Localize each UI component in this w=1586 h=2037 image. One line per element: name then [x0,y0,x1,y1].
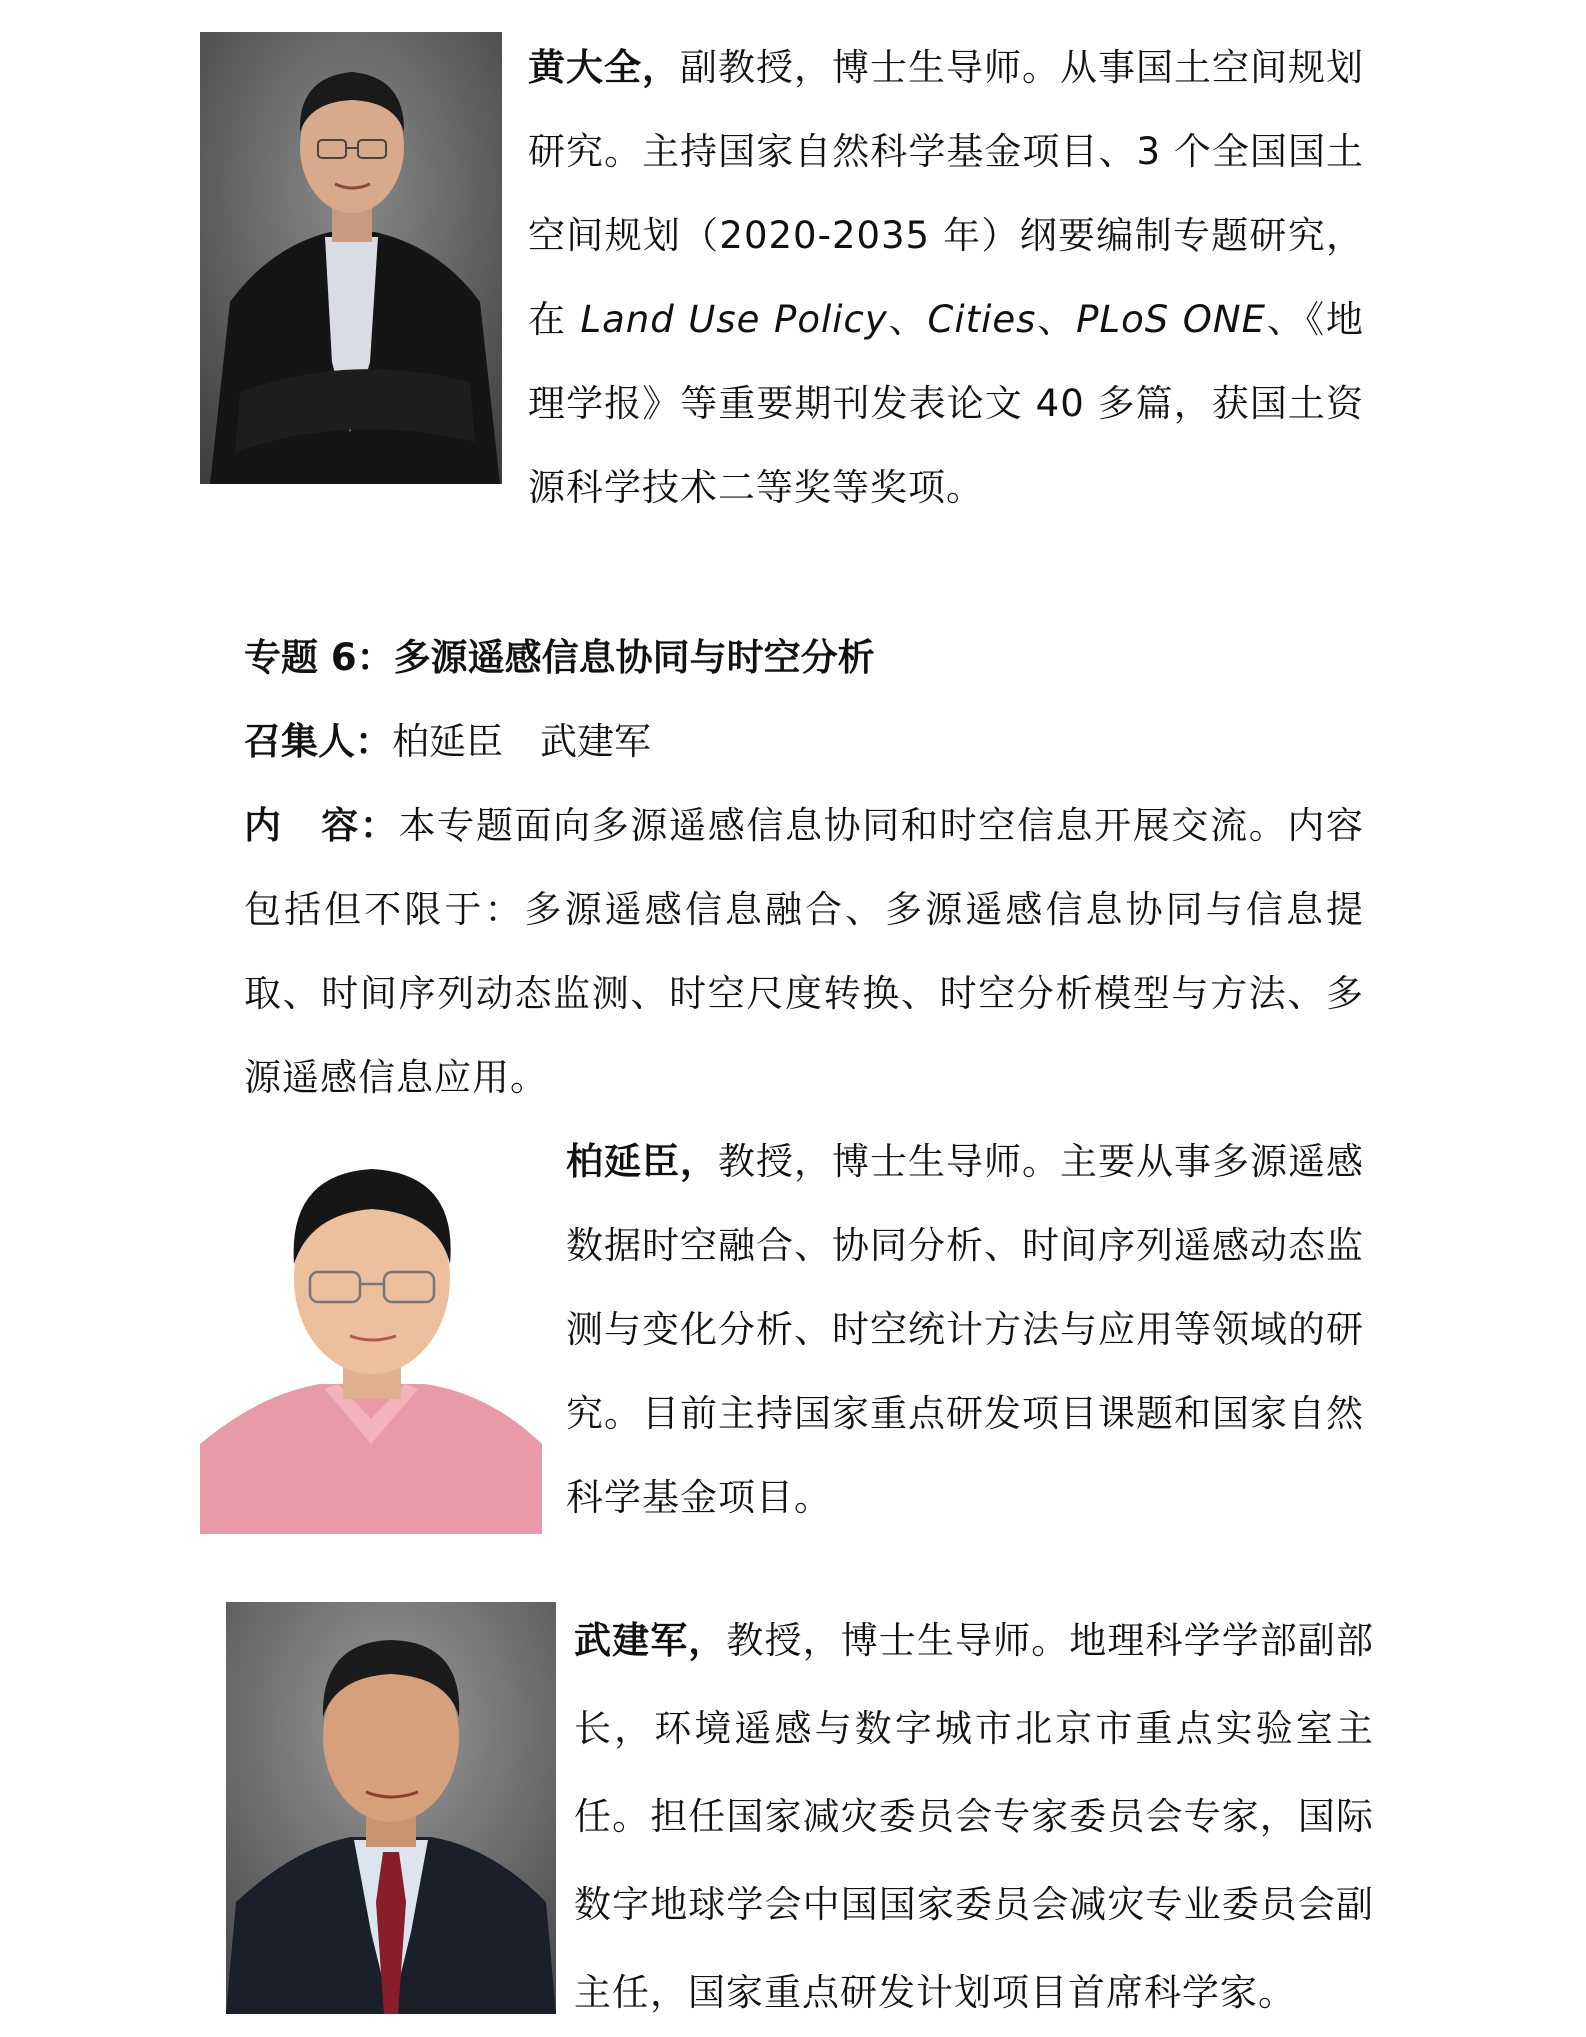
bio-text-bai: 教授，博士生导师。主要从事多源遥感数据时空融合、协同分析、时间序列遥感动态监测与变化分析、时空统计方法与应用等领域的研究。目前主持国家重点研发项目课题和国家自然科学基金项目。 [566,1140,1364,1519]
photo-bai-yanchen [200,1144,542,1534]
bio-huang-daquan: 黄大全，副教授，博士生导师。从事国土空间规划研究。主持国家自然科学基金项目、3 个全国国土空间规划（2020-2035 年）纲要编制专题研究，在 Land Use Policy、Cities、PLoS ONE、《地理学报》等重要期刊发表论文 40 多篇，获国土资源科学技术二等奖等奖项。 [528,46,1365,509]
conveners: 柏延臣 武建军 [392,720,651,763]
convener-label: 召集人： [244,720,392,763]
photo-wu-jianjun [226,1602,556,2014]
bio-bai-yanchen [566,1120,1364,1540]
journal-cities: Cities [927,298,1037,341]
journal-plos-one: PLoS ONE [1076,298,1266,341]
name-wu-jianjun: 武建军， [574,1618,727,1662]
bio-text-part2: 、《地理学报》等重要期刊发表论文 40 多篇，获国土资源科学技术二等奖等奖项。 [528,298,1365,509]
topic-section [244,616,1364,1120]
content-label: 内 容： [244,804,399,847]
topic-title: 专题 6：多源遥感信息协同与时空分析 [244,636,875,679]
photo-huang-daquan [200,32,502,484]
journal-land-use-policy: Land Use Policy [580,298,888,341]
bio-text-part1: 副教授，博士生导师。从事国土空间规划研究。主持国家自然科学基金项目、3 个全国国土空间规划（2020-2035 年）纲要编制专题研究，在 [528,46,1364,341]
name-bai-yanchen: 柏延臣， [566,1140,718,1183]
bio-text-wu: 教授，博士生导师。地理科学学部副部长，环境遥感与数字城市北京市重点实验室主任。担任国家减灾委员会专家委员会专家，国际数字地球学会中国国家委员会减灾专业委员会副主任，国家重点研发计划项目首席科学家。 [574,1619,1375,2014]
topic-content: 本专题面向多源遥感信息协同和时空信息开展交流。内容包括但不限于：多源遥感信息融合、多源遥感信息协同与信息提取、时间序列动态监测、时空尺度转换、时空分析模型与方法、多源遥感信息应用。 [244,804,1365,1099]
bio-wu-jianjun [574,1596,1374,2037]
name-huang-daquan: 黄大全， [528,46,680,89]
